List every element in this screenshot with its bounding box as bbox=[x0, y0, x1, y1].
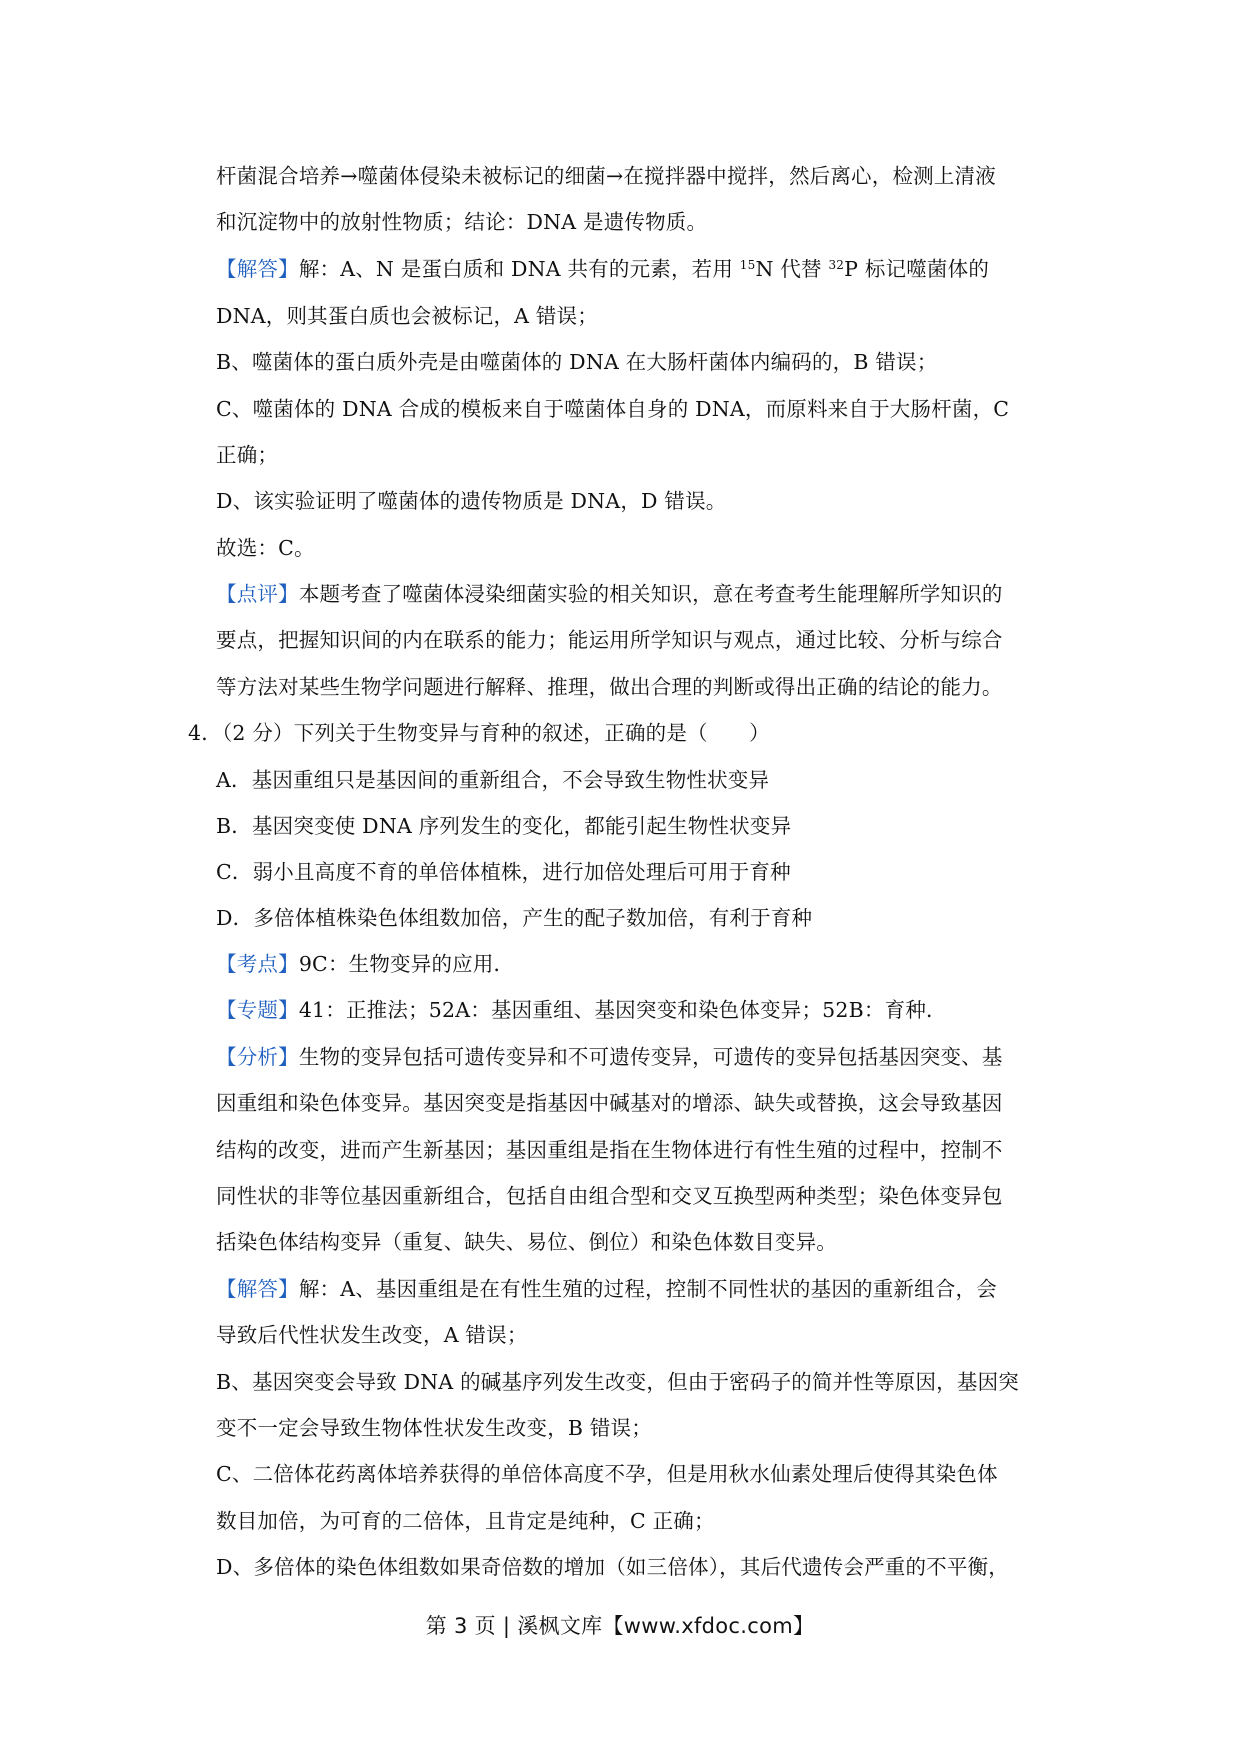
text-line: DNA，则其蛋白质也会被标记，A 错误； bbox=[216, 304, 598, 328]
text-line: C、噬菌体的 DNA 合成的模板来自于噬菌体自身的 DNA，而原料来自于大肠杆菌，C bbox=[216, 397, 1010, 421]
analysis-paragraph: 【分析】生物的变异包括可遗传变异和不可遗传变异，可遗传的变异包括基因突变、基 bbox=[216, 1045, 1003, 1069]
comment-paragraph: 【点评】本题考查了噬菌体浸染细菌实验的相关知识，意在考查考生能理解所学知识的 bbox=[216, 582, 1003, 606]
analysis-tag: 【分析】 bbox=[216, 1045, 299, 1069]
text-line: 同性状的非等位基因重新组合，包括自由组合型和交叉互换型两种类型；染色体变异包 bbox=[216, 1184, 1003, 1208]
answer-paragraph-2: 【解答】解：A、基因重组是在有性生殖的过程，控制不同性状的基因的重新组合，会 bbox=[216, 1277, 997, 1301]
text-line: B、基因突变会导致 DNA 的碱基序列发生改变，但由于密码子的简并性等原因，基因突 bbox=[216, 1370, 1019, 1394]
knowledge-tag: 【考点】 bbox=[216, 952, 299, 976]
text-line: D、多倍体的染色体组数如果奇倍数的增加（如三倍体），其后代遗传会严重的不平衡， bbox=[216, 1555, 1009, 1579]
text-line: 因重组和染色体变异。基因突变是指基因中碱基对的增添、缺失或替换，这会导致基因 bbox=[216, 1091, 1003, 1115]
option-b: B．基因突变使 DNA 序列发生的变化，都能引起生物性状变异 bbox=[216, 814, 792, 838]
answer-paragraph-1: 【解答】解：A、N 是蛋白质和 DNA 共有的元素，若用 $^{15}$N 代替 $^{32}$P 标记噬菌体的 bbox=[216, 257, 990, 281]
option-c: C．弱小且高度不育的单倍体植株，进行加倍处理后可用于育种 bbox=[216, 860, 791, 884]
text-line: 故选：C。 bbox=[216, 536, 315, 560]
page-footer: 第 3 页 | 溪枫文库【www.xfdoc.com】 bbox=[425, 1614, 815, 1638]
comment-tag: 【点评】 bbox=[216, 582, 299, 606]
text-line: C、二倍体花药离体培养获得的单倍体高度不孕，但是用秋水仙素处理后使得其染色体 bbox=[216, 1462, 998, 1486]
superscript-32: 32 bbox=[828, 258, 845, 272]
text-line: 杆菌混合培养→噬菌体侵染未被标记的细菌→在搅拌器中搅拌，然后离心，检测上清液 bbox=[216, 164, 996, 188]
text-line: 等方法对某些生物学问题进行解释、推理，做出合理的判断或得出正确的结论的能力。 bbox=[216, 675, 1003, 699]
text-line: 导致后代性状发生改变，A 错误； bbox=[216, 1323, 528, 1347]
text-line: 结构的改变，进而产生新基因；基因重组是指在生物体进行有性生殖的过程中，控制不 bbox=[216, 1138, 1003, 1162]
text-line: 数目加倍，为可育的二倍体，且肯定是纯种，C 正确； bbox=[216, 1509, 715, 1533]
option-d: D．多倍体植株染色体组数加倍，产生的配子数加倍，有利于育种 bbox=[216, 906, 813, 930]
text-line: 括染色体结构变异（重复、缺失、易位、倒位）和染色体数目变异。 bbox=[216, 1230, 837, 1254]
topic: 【专题】41：正推法；52A：基因重组、基因突变和染色体变异；52B：育种． bbox=[216, 998, 947, 1022]
question-4-stem: 4．（2 分）下列关于生物变异与育种的叙述，正确的是（ ） bbox=[188, 721, 770, 745]
option-a: A．基因重组只是基因间的重新组合，不会导致生物性状变异 bbox=[216, 768, 770, 792]
superscript-15: 15 bbox=[739, 258, 756, 272]
answer-tag: 【解答】 bbox=[216, 1277, 299, 1301]
knowledge-point: 【考点】9C：生物变异的应用． bbox=[216, 952, 515, 976]
text-line: 要点，把握知识间的内在联系的能力；能运用所学知识与观点，通过比较、分析与综合 bbox=[216, 628, 1003, 652]
text-line: 和沉淀物中的放射性物质；结论：DNA 是遗传物质。 bbox=[216, 210, 708, 234]
text-line: 正确； bbox=[216, 443, 279, 467]
answer-tag: 【解答】 bbox=[216, 257, 299, 281]
text-line: B、噬菌体的蛋白质外壳是由噬菌体的 DNA 在大肠杆菌体内编码的，B 错误； bbox=[216, 350, 938, 374]
text-line: 变不一定会导致生物体性状发生改变，B 错误； bbox=[216, 1416, 652, 1440]
topic-tag: 【专题】 bbox=[216, 998, 299, 1022]
text-line: D、该实验证明了噬菌体的遗传物质是 DNA，D 错误。 bbox=[216, 489, 727, 513]
